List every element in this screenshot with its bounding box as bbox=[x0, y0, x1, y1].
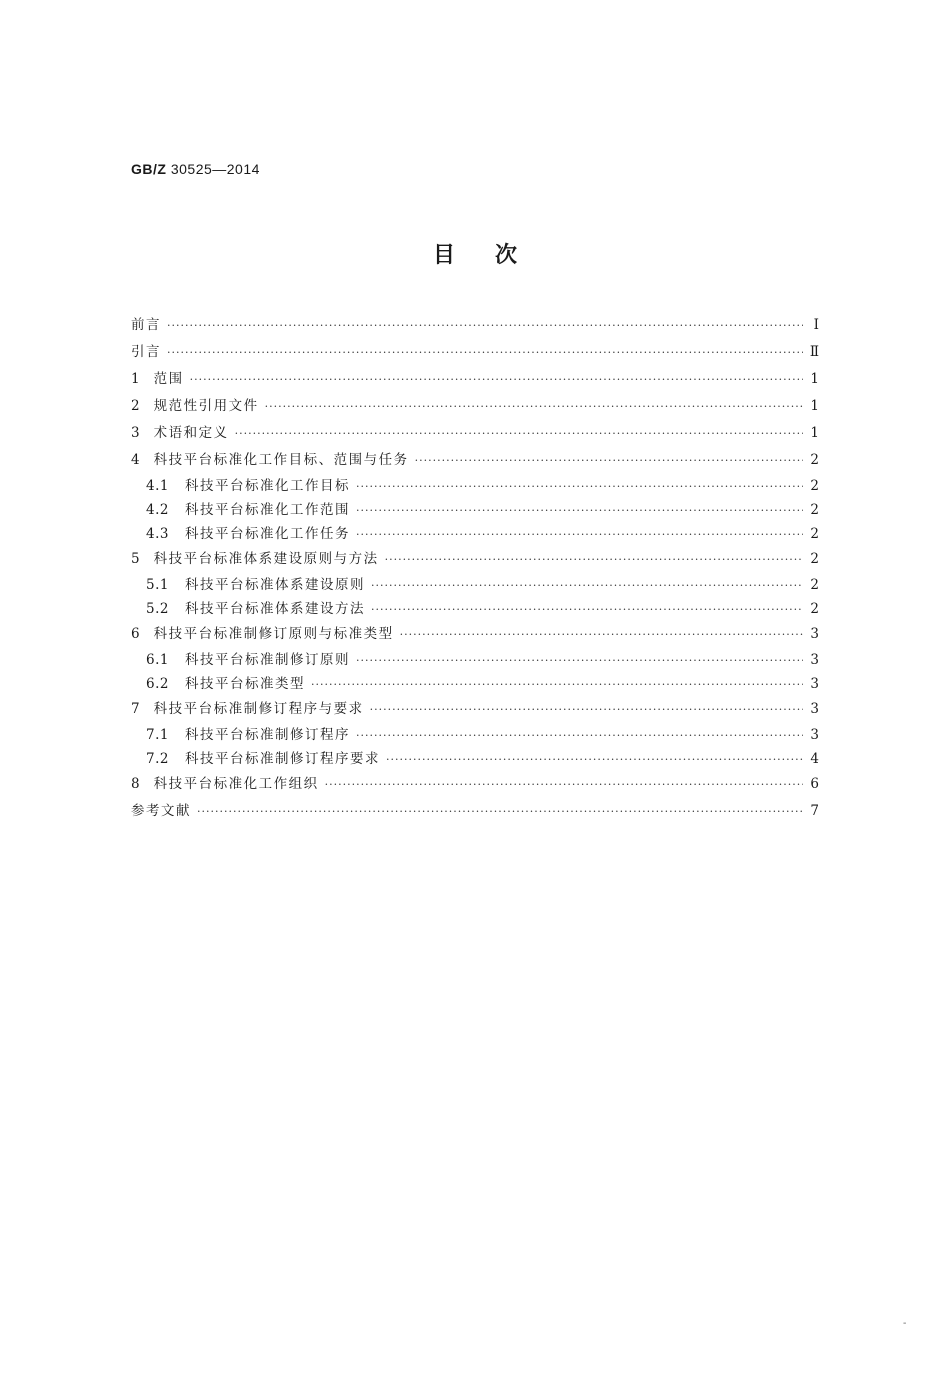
toc-leader-dots bbox=[385, 546, 803, 573]
toc-entry-number: 8 bbox=[131, 776, 140, 792]
toc-entry[interactable] bbox=[131, 621, 819, 648]
toc-entry-number: 7 bbox=[131, 701, 140, 717]
toc-leader-dots bbox=[311, 673, 803, 697]
toc-entry-page: 2 bbox=[810, 452, 819, 468]
toc-entry-label: 科技平台标准体系建设方法 bbox=[184, 601, 365, 617]
toc-leader-dots bbox=[235, 420, 803, 447]
toc-entry[interactable] bbox=[131, 546, 819, 573]
toc-leader-dots bbox=[371, 598, 803, 622]
toc-leader-dots bbox=[325, 771, 803, 798]
toc-entry-number: 7.1 bbox=[146, 727, 169, 743]
toc-entry[interactable] bbox=[131, 771, 819, 798]
toc-entry-number: 4.2 bbox=[146, 502, 169, 518]
toc-entry-page: 2 bbox=[810, 502, 819, 518]
toc-entry-number: 6.1 bbox=[146, 652, 169, 668]
toc-entry-page: 3 bbox=[810, 727, 819, 743]
toc-entry[interactable] bbox=[131, 366, 819, 393]
toc-entry-label: 科技平台标准化工作范围 bbox=[184, 502, 350, 518]
toc-leader-dots bbox=[415, 447, 803, 474]
corner-mark: - bbox=[903, 1318, 907, 1329]
document-code-number: 30525—2014 bbox=[170, 161, 260, 177]
toc-entry[interactable] bbox=[131, 597, 819, 621]
toc-entry-number: 2 bbox=[131, 398, 140, 414]
toc-entry-label: 参考文献 bbox=[131, 803, 191, 819]
toc-entry-label: 科技平台标准制修订原则 bbox=[184, 652, 350, 668]
toc-entry[interactable] bbox=[131, 648, 819, 672]
toc-entry-page: 1 bbox=[810, 425, 819, 441]
toc-entry-number: 6.2 bbox=[146, 676, 169, 692]
toc-entry-label: 科技平台标准制修订程序 bbox=[184, 727, 350, 743]
toc-entry-label: 科技平台标准制修订程序与要求 bbox=[153, 701, 364, 717]
toc-entry[interactable] bbox=[131, 522, 819, 546]
toc-entry[interactable] bbox=[131, 393, 819, 420]
toc-entry-number: 3 bbox=[131, 425, 140, 441]
toc-entry[interactable] bbox=[131, 696, 819, 723]
toc-entry-label: 前言 bbox=[131, 317, 161, 333]
toc-entry-number: 4 bbox=[131, 452, 140, 468]
toc-entry[interactable] bbox=[131, 672, 819, 696]
toc-entry[interactable] bbox=[131, 798, 819, 825]
toc-leader-dots bbox=[356, 475, 803, 499]
document-code-prefix: GB/Z bbox=[131, 161, 167, 177]
toc-leader-dots bbox=[167, 312, 803, 339]
toc-entry[interactable] bbox=[131, 747, 819, 771]
toc-entry[interactable] bbox=[131, 339, 819, 366]
toc-entry-label: 规范性引用文件 bbox=[153, 398, 259, 414]
toc-entry-page: Ⅱ bbox=[809, 344, 819, 360]
toc-entry-number: 5.2 bbox=[146, 601, 169, 617]
toc-entry-page: 2 bbox=[810, 577, 819, 593]
toc-entry-number: 5 bbox=[131, 551, 140, 567]
toc-leader-dots bbox=[356, 649, 803, 673]
toc-entry-label: 科技平台标准制修订原则与标准类型 bbox=[153, 626, 394, 642]
toc-entry-label: 范围 bbox=[153, 371, 184, 387]
toc-leader-dots bbox=[356, 523, 803, 547]
toc-entry-label: 科技平台标准体系建设原则与方法 bbox=[153, 551, 379, 567]
toc-entry[interactable] bbox=[131, 312, 819, 339]
toc-entry-number: 7.2 bbox=[146, 751, 169, 767]
toc-entry-page: 4 bbox=[810, 751, 819, 767]
toc-entry-page: 3 bbox=[810, 626, 819, 642]
toc-entry-label: 科技平台标准体系建设原则 bbox=[184, 577, 365, 593]
toc-entry-number: 6 bbox=[131, 626, 140, 642]
toc-leader-dots bbox=[197, 798, 803, 825]
toc-entry-page: 3 bbox=[810, 676, 819, 692]
toc-entry-page: 7 bbox=[810, 803, 819, 819]
toc-entry-page: 2 bbox=[810, 551, 819, 567]
toc-leader-dots bbox=[190, 366, 803, 393]
toc-leader-dots bbox=[167, 339, 803, 366]
toc-leader-dots bbox=[386, 748, 803, 772]
toc-entry[interactable] bbox=[131, 420, 819, 447]
toc-entry-label: 术语和定义 bbox=[153, 425, 229, 441]
toc-entry[interactable] bbox=[131, 723, 819, 747]
toc-entry-number: 4.1 bbox=[146, 478, 169, 494]
toc-leader-dots bbox=[265, 393, 803, 420]
toc-entry-label: 科技平台标准化工作组织 bbox=[153, 776, 319, 792]
toc-entry-page: 6 bbox=[810, 776, 819, 792]
toc-entry-number: 4.3 bbox=[146, 526, 169, 542]
toc-entry-page: 2 bbox=[810, 478, 819, 494]
toc-entry-label: 引言 bbox=[131, 344, 161, 360]
toc-leader-dots bbox=[371, 574, 803, 598]
toc-entry-page: 3 bbox=[810, 652, 819, 668]
toc-entry[interactable] bbox=[131, 447, 819, 474]
toc-entry[interactable] bbox=[131, 474, 819, 498]
toc-leader-dots bbox=[400, 621, 803, 648]
toc-entry-label: 科技平台标准类型 bbox=[184, 676, 305, 692]
toc-entry-label: 科技平台标准化工作任务 bbox=[184, 526, 350, 542]
toc-entry-page: Ⅰ bbox=[813, 317, 819, 333]
toc-entry[interactable] bbox=[131, 498, 819, 522]
toc-leader-dots bbox=[356, 499, 803, 523]
toc-entry-page: 3 bbox=[810, 701, 819, 717]
toc-entry-page: 2 bbox=[810, 526, 819, 542]
toc-entry-number: 1 bbox=[131, 371, 140, 387]
toc-leader-dots bbox=[370, 696, 803, 723]
toc-entry-page: 1 bbox=[810, 371, 819, 387]
toc-entry-number: 5.1 bbox=[146, 577, 169, 593]
toc-entry[interactable] bbox=[131, 573, 819, 597]
toc-leader-dots bbox=[356, 724, 803, 748]
toc-entry-page: 1 bbox=[810, 398, 819, 414]
page-title: 目次 bbox=[432, 243, 557, 268]
table-of-contents bbox=[131, 312, 819, 825]
toc-entry-label: 科技平台标准化工作目标、范围与任务 bbox=[153, 452, 409, 468]
toc-entry-label: 科技平台标准制修订程序要求 bbox=[184, 751, 380, 767]
document-code bbox=[131, 161, 260, 177]
toc-entry-label: 科技平台标准化工作目标 bbox=[184, 478, 350, 494]
toc-entry-page: 2 bbox=[810, 601, 819, 617]
